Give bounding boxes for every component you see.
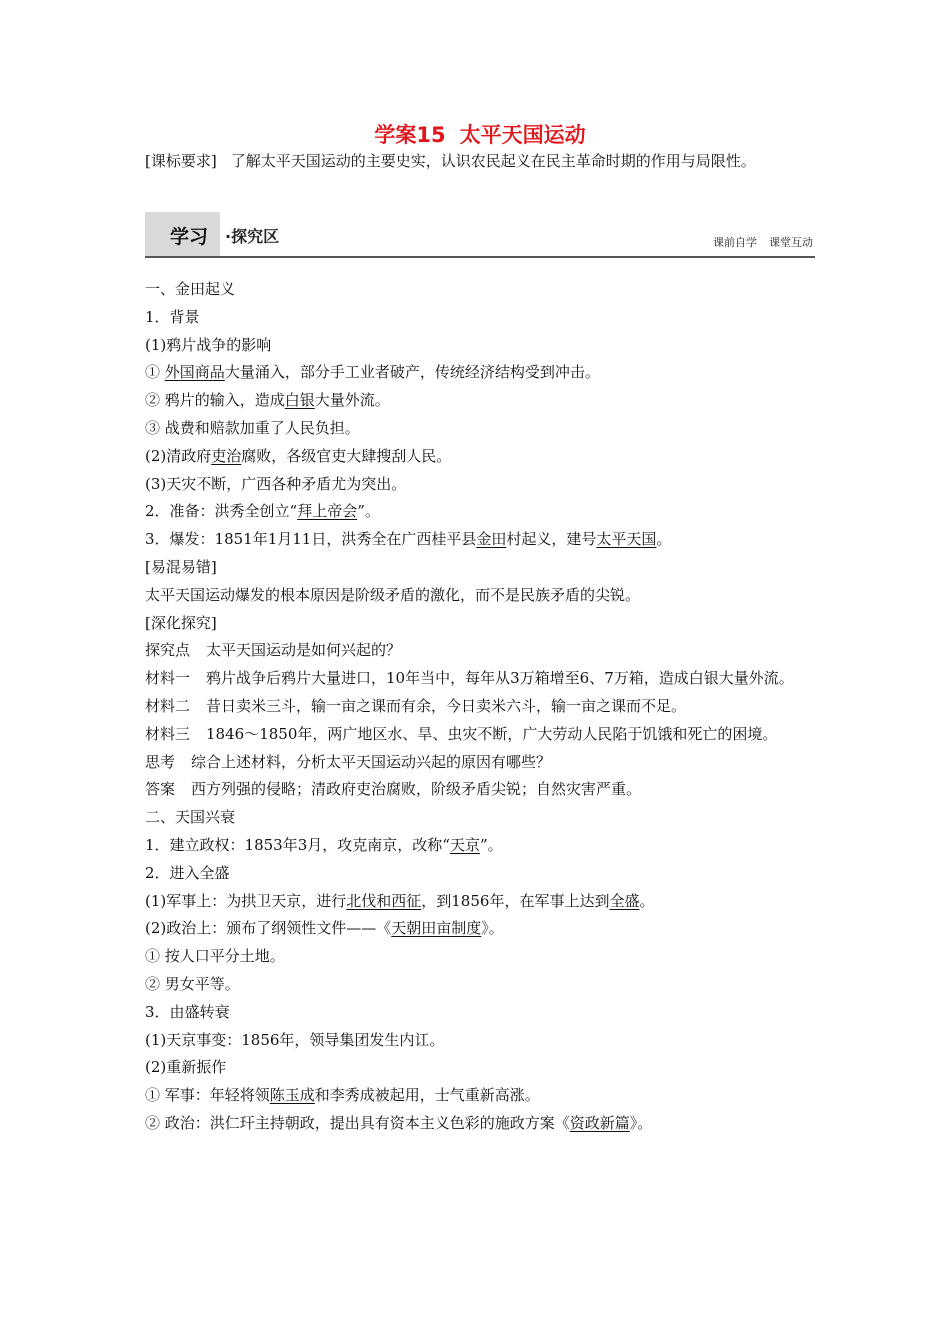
text-segment: ”。: [479, 835, 503, 854]
label: 思考: [145, 752, 176, 771]
text-segment: ② 鸦片的输入，造成: [145, 391, 285, 410]
material-2: [145, 693, 815, 721]
key-term: 天京: [449, 835, 480, 854]
key-term: 陈玉成: [269, 1086, 315, 1105]
text-segment: ①: [145, 363, 161, 382]
text-segment: 1846～1850年，两广地区水、旱、虫灾不断，广大劳动人民陷于饥饿和死亡的困境。: [206, 724, 778, 743]
text-segment: 鸦片战争后鸦片大量进口，10年当中，每年从3万箱增至6、7万箱，造成白银大量外流。: [206, 669, 794, 688]
text-line: (1)天京事变：1856年，领导集团发生内讧。: [145, 1030, 445, 1049]
section-banner: [145, 212, 815, 258]
text-line: [145, 637, 815, 665]
subheading: 1．背景: [145, 307, 200, 326]
key-term: 太平天国: [596, 530, 657, 549]
content-body: [145, 276, 815, 1138]
text-segment: 腐败，各级官吏大肆搜刮人民。: [241, 446, 452, 465]
text-segment: 村起义，建号: [506, 530, 597, 549]
material-3: [145, 721, 815, 749]
text-segment: ，到1856年，在军事上达到: [421, 891, 610, 910]
key-term: 拜上帝会: [297, 502, 358, 521]
text-line: [145, 1082, 815, 1110]
text-segment: 大量涌入，部分手工业者破产，传统经济结构受到冲击。: [224, 363, 600, 382]
text-segment: ”。: [357, 502, 380, 521]
page: [145, 120, 815, 1138]
text-segment: (1)军事上：为拱卫天京，进行: [145, 891, 347, 910]
label: 探究点: [145, 641, 191, 660]
requirement-tag: [课标要求]: [145, 152, 217, 170]
note-label: [深化探究]: [145, 613, 217, 632]
key-term: 白银: [284, 391, 315, 410]
text-line: [145, 498, 815, 526]
curriculum-requirement: [145, 148, 815, 175]
text-segment: 昔日卖米三斗，输一亩之课而有余，今日卖米六斗，输一亩之课而不足。: [206, 696, 687, 715]
text-segment: 西方列强的侵略；清政府吏治腐败，阶级矛盾尖锐；自然灾害严重。: [191, 780, 642, 799]
text-line: [145, 359, 815, 387]
heading-2: 二、天国兴衰: [145, 808, 236, 827]
text-segment: 》。: [629, 1113, 653, 1132]
answer: [145, 776, 815, 804]
banner-right-2: 课堂互动: [769, 236, 813, 249]
title-number: 学案15: [374, 123, 446, 147]
banner-right: [713, 234, 813, 250]
text-segment: 和李秀成被起用，士气重新高涨。: [314, 1086, 540, 1105]
key-term: 吏治: [211, 446, 242, 465]
key-term: 金田: [476, 530, 507, 549]
note-label: [易混易错]: [145, 557, 217, 576]
label: 材料一: [145, 669, 191, 688]
text-line: ① 按人口平分土地。: [145, 947, 285, 966]
text-segment: 3．爆发：1851年1月11日，洪秀全在广西桂平县: [145, 530, 477, 549]
text-line: (3)天灾不断，广西各种矛盾尤为突出。: [145, 474, 407, 493]
banner-main: 学习: [170, 226, 209, 248]
requirement-text: 了解太平天国运动的主要史实，认识农民起义在民主革命时期的作用与局限性。: [230, 152, 756, 170]
text-line: 太平天国运动爆发的根本原因是阶级矛盾的激化，而不是民族矛盾的尖锐。: [145, 585, 641, 604]
banner-right-1: 课前自学: [713, 236, 757, 249]
text-segment: 。: [639, 891, 655, 910]
key-term: 北伐和西征: [346, 891, 422, 910]
label: 答案: [145, 780, 176, 799]
text-segment: 1．建立政权：1853年3月，攻克南京，改称“: [145, 835, 450, 854]
key-term: 全盛: [609, 891, 640, 910]
text-segment: ① 军事：年轻将领: [145, 1086, 270, 1105]
label: 材料二: [145, 696, 191, 715]
question: [145, 749, 815, 777]
text-line: [145, 387, 815, 415]
text-segment: 。: [656, 530, 672, 549]
subheading: 3．由盛转衰: [145, 1002, 230, 1021]
text-segment: 大量外流。: [314, 391, 390, 410]
banner-sub: ·探究区: [225, 227, 280, 246]
text-line: (2)重新振作: [145, 1058, 227, 1077]
text-segment: (2)清政府: [145, 446, 212, 465]
subheading: 2．进入全盛: [145, 863, 230, 882]
page-title: [145, 120, 815, 150]
text-line: [145, 526, 815, 554]
text-line: ② 男女平等。: [145, 974, 240, 993]
text-line: [145, 1110, 815, 1138]
text-segment: 综合上述材料，分析太平天国运动兴起的原因有哪些？: [191, 752, 552, 771]
text-line: [145, 888, 815, 916]
text-line: [145, 915, 815, 943]
text-line: [145, 832, 815, 860]
text-segment: 太平天国运动是如何兴起的？: [206, 641, 402, 660]
key-term: 外国商品: [164, 363, 225, 382]
heading-1: 一、金田起义: [145, 280, 236, 298]
key-term: 天朝田亩制度: [391, 919, 482, 938]
material-1: [145, 665, 815, 693]
label: 材料三: [145, 724, 191, 743]
title-text: 太平天国运动: [459, 123, 586, 147]
text-line: ③ 战费和赔款加重了人民负担。: [145, 418, 360, 437]
text-line: [145, 443, 815, 471]
text-segment: (2)政治上：颁布了纲领性文件——《: [145, 919, 392, 938]
text-segment: 2．准备：洪秀全创立“: [145, 502, 298, 521]
text-segment: 》。: [481, 919, 504, 938]
text-segment: ② 政治：洪仁玕主持朝政，提出具有资本主义色彩的施政方案《: [145, 1113, 570, 1132]
text-line: (1)鸦片战争的影响: [145, 335, 272, 354]
key-term: 资政新篇: [569, 1113, 630, 1132]
